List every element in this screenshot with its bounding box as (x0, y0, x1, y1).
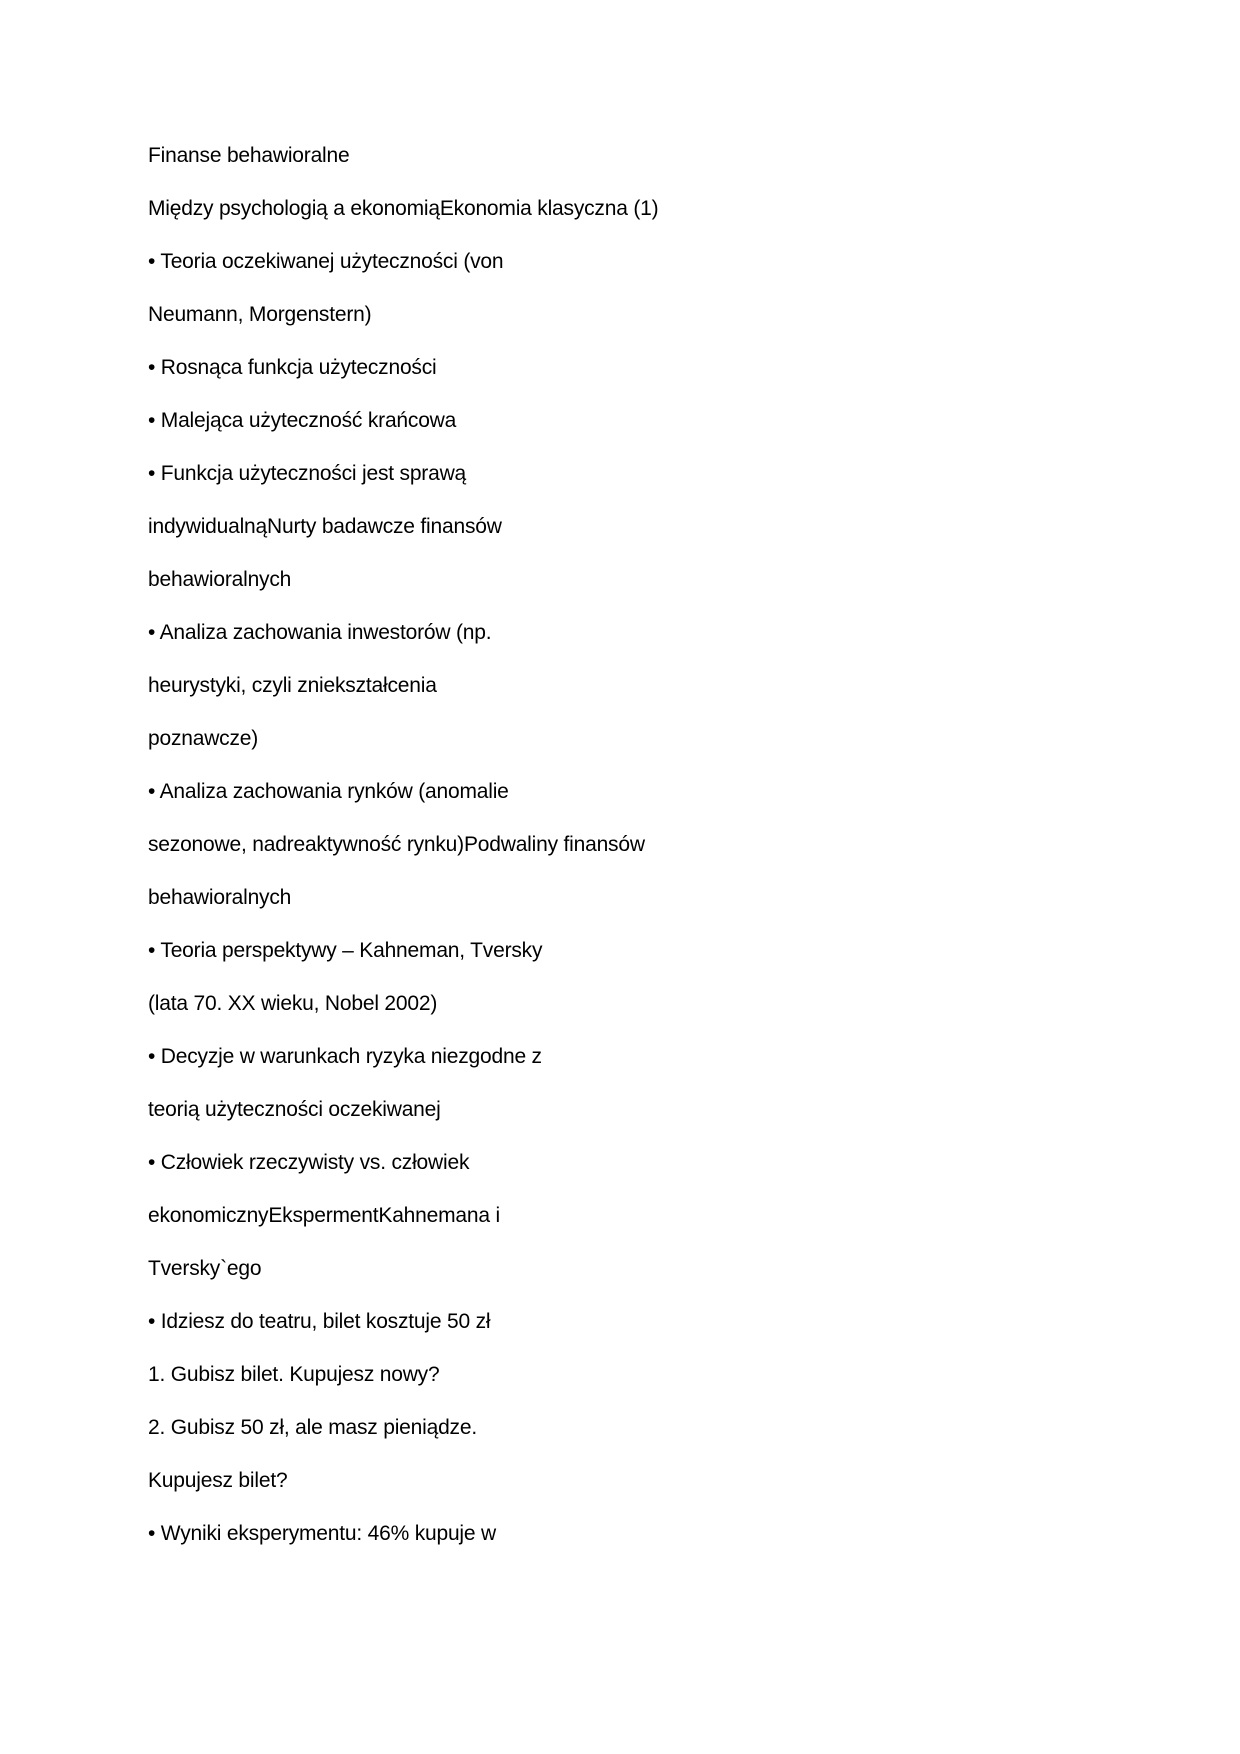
text-line: 1. Gubisz bilet. Kupujesz nowy? (148, 1363, 440, 1386)
text-line: Kupujesz bilet? (148, 1469, 288, 1492)
text-line: Neumann, Morgenstern) (148, 303, 372, 326)
text-line: • Malejąca użyteczność krańcowa (148, 409, 457, 432)
text-line: ekonomicznyEkspermentKahnemana i (148, 1204, 500, 1227)
text-line: • Teoria perspektywy – Kahneman, Tversky (148, 939, 543, 962)
document-title: Finanse behawioralne (148, 144, 350, 167)
text-line: 2. Gubisz 50 zł, ale masz pieniądze. (148, 1416, 477, 1439)
text-line: behawioralnych (148, 886, 292, 909)
text-line: • Funkcja użyteczności jest sprawą (148, 462, 467, 485)
text-line: • Teoria oczekiwanej użyteczności (von (148, 250, 504, 273)
text-line: • Analiza zachowania inwestorów (np. (148, 621, 492, 644)
document-body (148, 144, 1148, 1575)
text-line: • Analiza zachowania rynków (anomalie (148, 780, 509, 803)
text-line: poznawcze) (148, 727, 259, 750)
text-line: • Rosnąca funkcja użyteczności (148, 356, 437, 379)
text-line: Między psychologią a ekonomiąEkonomia klasyczna (1) (148, 197, 659, 220)
text-line: • Idziesz do teatru, bilet kosztuje 50 zł (148, 1310, 491, 1333)
text-line: • Człowiek rzeczywisty vs. człowiek (148, 1151, 470, 1174)
text-line: behawioralnych (148, 568, 292, 591)
text-line: • Wyniki eksperymentu: 46% kupuje w (148, 1522, 496, 1545)
text-line: sezonowe, nadreaktywność rynku)Podwaliny finansów (148, 833, 645, 856)
text-line: heurystyki, czyli zniekształcenia (148, 674, 437, 697)
text-line: teorią użyteczności oczekiwanej (148, 1098, 441, 1121)
text-line: (lata 70. XX wieku, Nobel 2002) (148, 992, 438, 1015)
text-line: indywidualnąNurty badawcze finansów (148, 515, 502, 538)
text-line: • Decyzje w warunkach ryzyka niezgodne z (148, 1045, 542, 1068)
text-line: Tversky`ego (148, 1257, 262, 1280)
